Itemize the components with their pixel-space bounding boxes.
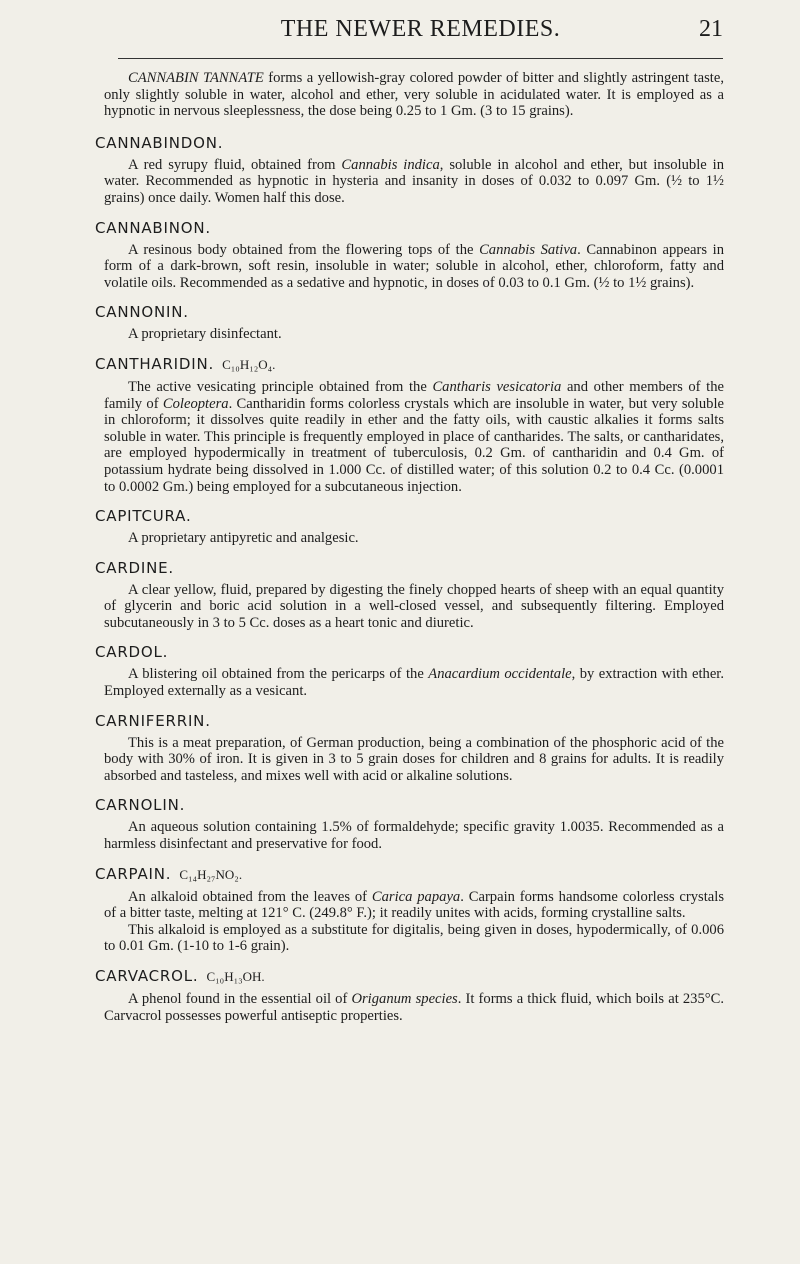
page-header <box>118 14 723 62</box>
entry-title: CANTHARIDIN. <box>95 354 215 373</box>
page-number: 21 <box>699 16 723 42</box>
entry-heading <box>95 863 724 886</box>
entry-carnolin <box>95 794 724 853</box>
running-head: THE NEWER REMEDIES. <box>280 16 561 42</box>
text-span: A phenol found in the essential oil of <box>128 991 352 1007</box>
entry-title: CAPITCURA. <box>95 507 192 526</box>
intro-lead: CANNABIN TANNATE <box>128 70 264 86</box>
intro-paragraph <box>104 70 724 120</box>
entry-text <box>104 530 724 547</box>
italic-term: Cannabis Sativa <box>479 241 578 258</box>
entry-cannabindon <box>95 132 724 207</box>
text-span: A proprietary disinfectant. <box>128 326 282 343</box>
text-span: A red syrupy fluid, obtained from <box>128 156 342 173</box>
entry-text <box>104 735 724 785</box>
entry-heading <box>95 965 724 988</box>
entry-text <box>104 819 724 852</box>
entry-title: CARPAIN. <box>95 864 172 883</box>
text-span: . Cannabinon appears in form of a dark-brown, soft resin, insoluble in water; soluble in alcohol, ether, chloroform, fatty and volatile oils. Recommended as a sedative and hypnotic, in doses of 0.03 to 0.1 Gm. (½ to 1½ grains). <box>104 241 725 291</box>
text-span: A blistering oil obtained from the pericarps of the <box>128 666 429 683</box>
chemical-formula: C₁₄H₂₇NO₂. <box>179 866 243 882</box>
intro-text: forms a yellowish-gray colored powder of bitter and slightly astringent taste, only slightly soluble in water, alcohol and ether, very soluble in acidulated water. It is employed as a hypnotic in nervous sleeplessness, the dose being 0.25 to 1 Gm. (3 to 15 grains). <box>104 70 724 120</box>
entry-title: CARDINE. <box>95 558 174 577</box>
text-span: , soluble in alcohol and ether, but insoluble in water. Recommended as hypnotic in hysteria and insanity in doses of 0.032 to 0.097 Gm. (½ to 1½ grains) once daily. Women half this dose. <box>104 156 724 206</box>
italic-term: Anacardium occidentale <box>428 666 572 683</box>
text-span: A clear yellow, fluid, prepared by digesting the finely chopped hearts of sheep with an equal quantity of glycerin and boric acid solution in a well-closed vessel, and subsequently filtering. Employed subcutaneously in 3 to 5 Cc. doses as a heart tonic and diuretic. <box>104 581 724 631</box>
entry-cannabinon <box>95 217 725 292</box>
entry-text <box>104 157 724 207</box>
text-span: A proprietary antipyretic and analgesic. <box>128 530 359 547</box>
entry-text <box>104 889 724 922</box>
page-content <box>95 70 725 1034</box>
entry-heading <box>95 505 724 527</box>
entry-capitcura <box>95 505 724 547</box>
italic-term: Cannabis indica <box>341 156 440 173</box>
entry-heading <box>95 353 724 376</box>
entry-title: CARVACROL. <box>95 967 199 985</box>
entry-heading <box>95 301 724 323</box>
entry-text <box>104 242 724 292</box>
entry-text <box>104 379 724 495</box>
text-span: An alkaloid obtained from the leaves of <box>128 888 372 905</box>
italic-term: Carica papaya <box>371 888 461 905</box>
chemical-formula: C₁₀H₁₂O₄. <box>222 356 276 372</box>
entry-carniferrin <box>95 710 724 785</box>
entry-cantharidin <box>95 353 725 495</box>
entry-title: CARNIFERRIN. <box>95 711 211 730</box>
entry-text <box>104 582 724 632</box>
text-span: . Cantharidin forms colorless crystals which are insoluble in water, but very soluble in chloroform; it dissolves quite readily in ether and the fatty oils, with caustic alkalies it forms salts soluble in water. This principle is frequently employed in place of cantharides. The salts, or cantharidates, are employed hypodermically in treatment of tuberculosis, 0.2 Gm. of cantharidin and 0.4 Gm. of potassium hydrate being dissolved in 1.000 Cc. of distilled water; of this solution 0.2 to 0.4 Cc. (0.0001 to 0.0002 Gm.) being employed for a subcutaneous injection. <box>104 395 724 495</box>
entry-text <box>104 326 724 343</box>
header-rule <box>118 58 723 59</box>
entry-heading <box>95 557 724 579</box>
entry-title: CARDOL. <box>95 643 169 662</box>
entry-heading <box>95 217 724 239</box>
italic-term: Cantharis vesicatoria <box>432 378 562 395</box>
entry-title: CANNONIN. <box>95 303 189 322</box>
entry-cardol <box>95 641 724 700</box>
entry-text-continued: This alkaloid is employed as a substitute for digitalis, being given in doses, hypodermically, of 0.006 to 0.01 Gm. (1-10 to 1-6 grain). <box>104 921 724 955</box>
text-span: This is a meat preparation, of German production, being a combination of the phosphoric acid of the body with 30% of iron. It is given in 3 to 5 grain doses for children and 8 grains for adults. It is readily absorbed and tasteless, and mixes well with acid or alkaline solutions. <box>104 734 724 784</box>
entry-text <box>104 666 724 699</box>
italic-term: Origanum species <box>351 991 458 1007</box>
text-span: A resinous body obtained from the flowering tops of the <box>128 241 480 258</box>
italic-term: Coleoptera <box>162 395 229 412</box>
entry-heading <box>95 641 724 663</box>
text-span: and other members of the family of <box>104 378 725 412</box>
text-span: , by extraction with ether. Employed externally as a vesicant. <box>104 666 724 700</box>
entry-text <box>104 991 724 1024</box>
entry-carvacrol <box>95 965 724 1024</box>
entry-heading <box>95 132 724 154</box>
text-span: . Carpain forms handsome colorless crystals of a bitter taste, melting at 121° C. (249.8° F.); it readily unites with acids, forming crystalline salts. <box>104 888 725 922</box>
chemical-formula: C₁₀H₁₃OH. <box>206 969 265 984</box>
entry-carpain <box>95 863 725 955</box>
text-span: An aqueous solution containing 1.5% of formaldehyde; specific gravity 1.0035. Recommended as a harmless disinfectant and preservative for food. <box>104 819 724 853</box>
entry-heading <box>95 710 724 732</box>
entry-cannonin <box>95 301 724 343</box>
entry-title: CANNABINON. <box>95 218 211 237</box>
entry-title: CANNABINDON. <box>95 133 224 152</box>
entry-cardine <box>95 557 724 632</box>
text-span: . It forms a thick fluid, which boils at 235°C. Carvacrol possesses powerful antiseptic properties. <box>104 991 724 1024</box>
text-span: The active vesicating principle obtained from the <box>128 378 433 395</box>
entry-heading <box>95 794 724 816</box>
entry-title: CARNOLIN. <box>95 796 186 815</box>
